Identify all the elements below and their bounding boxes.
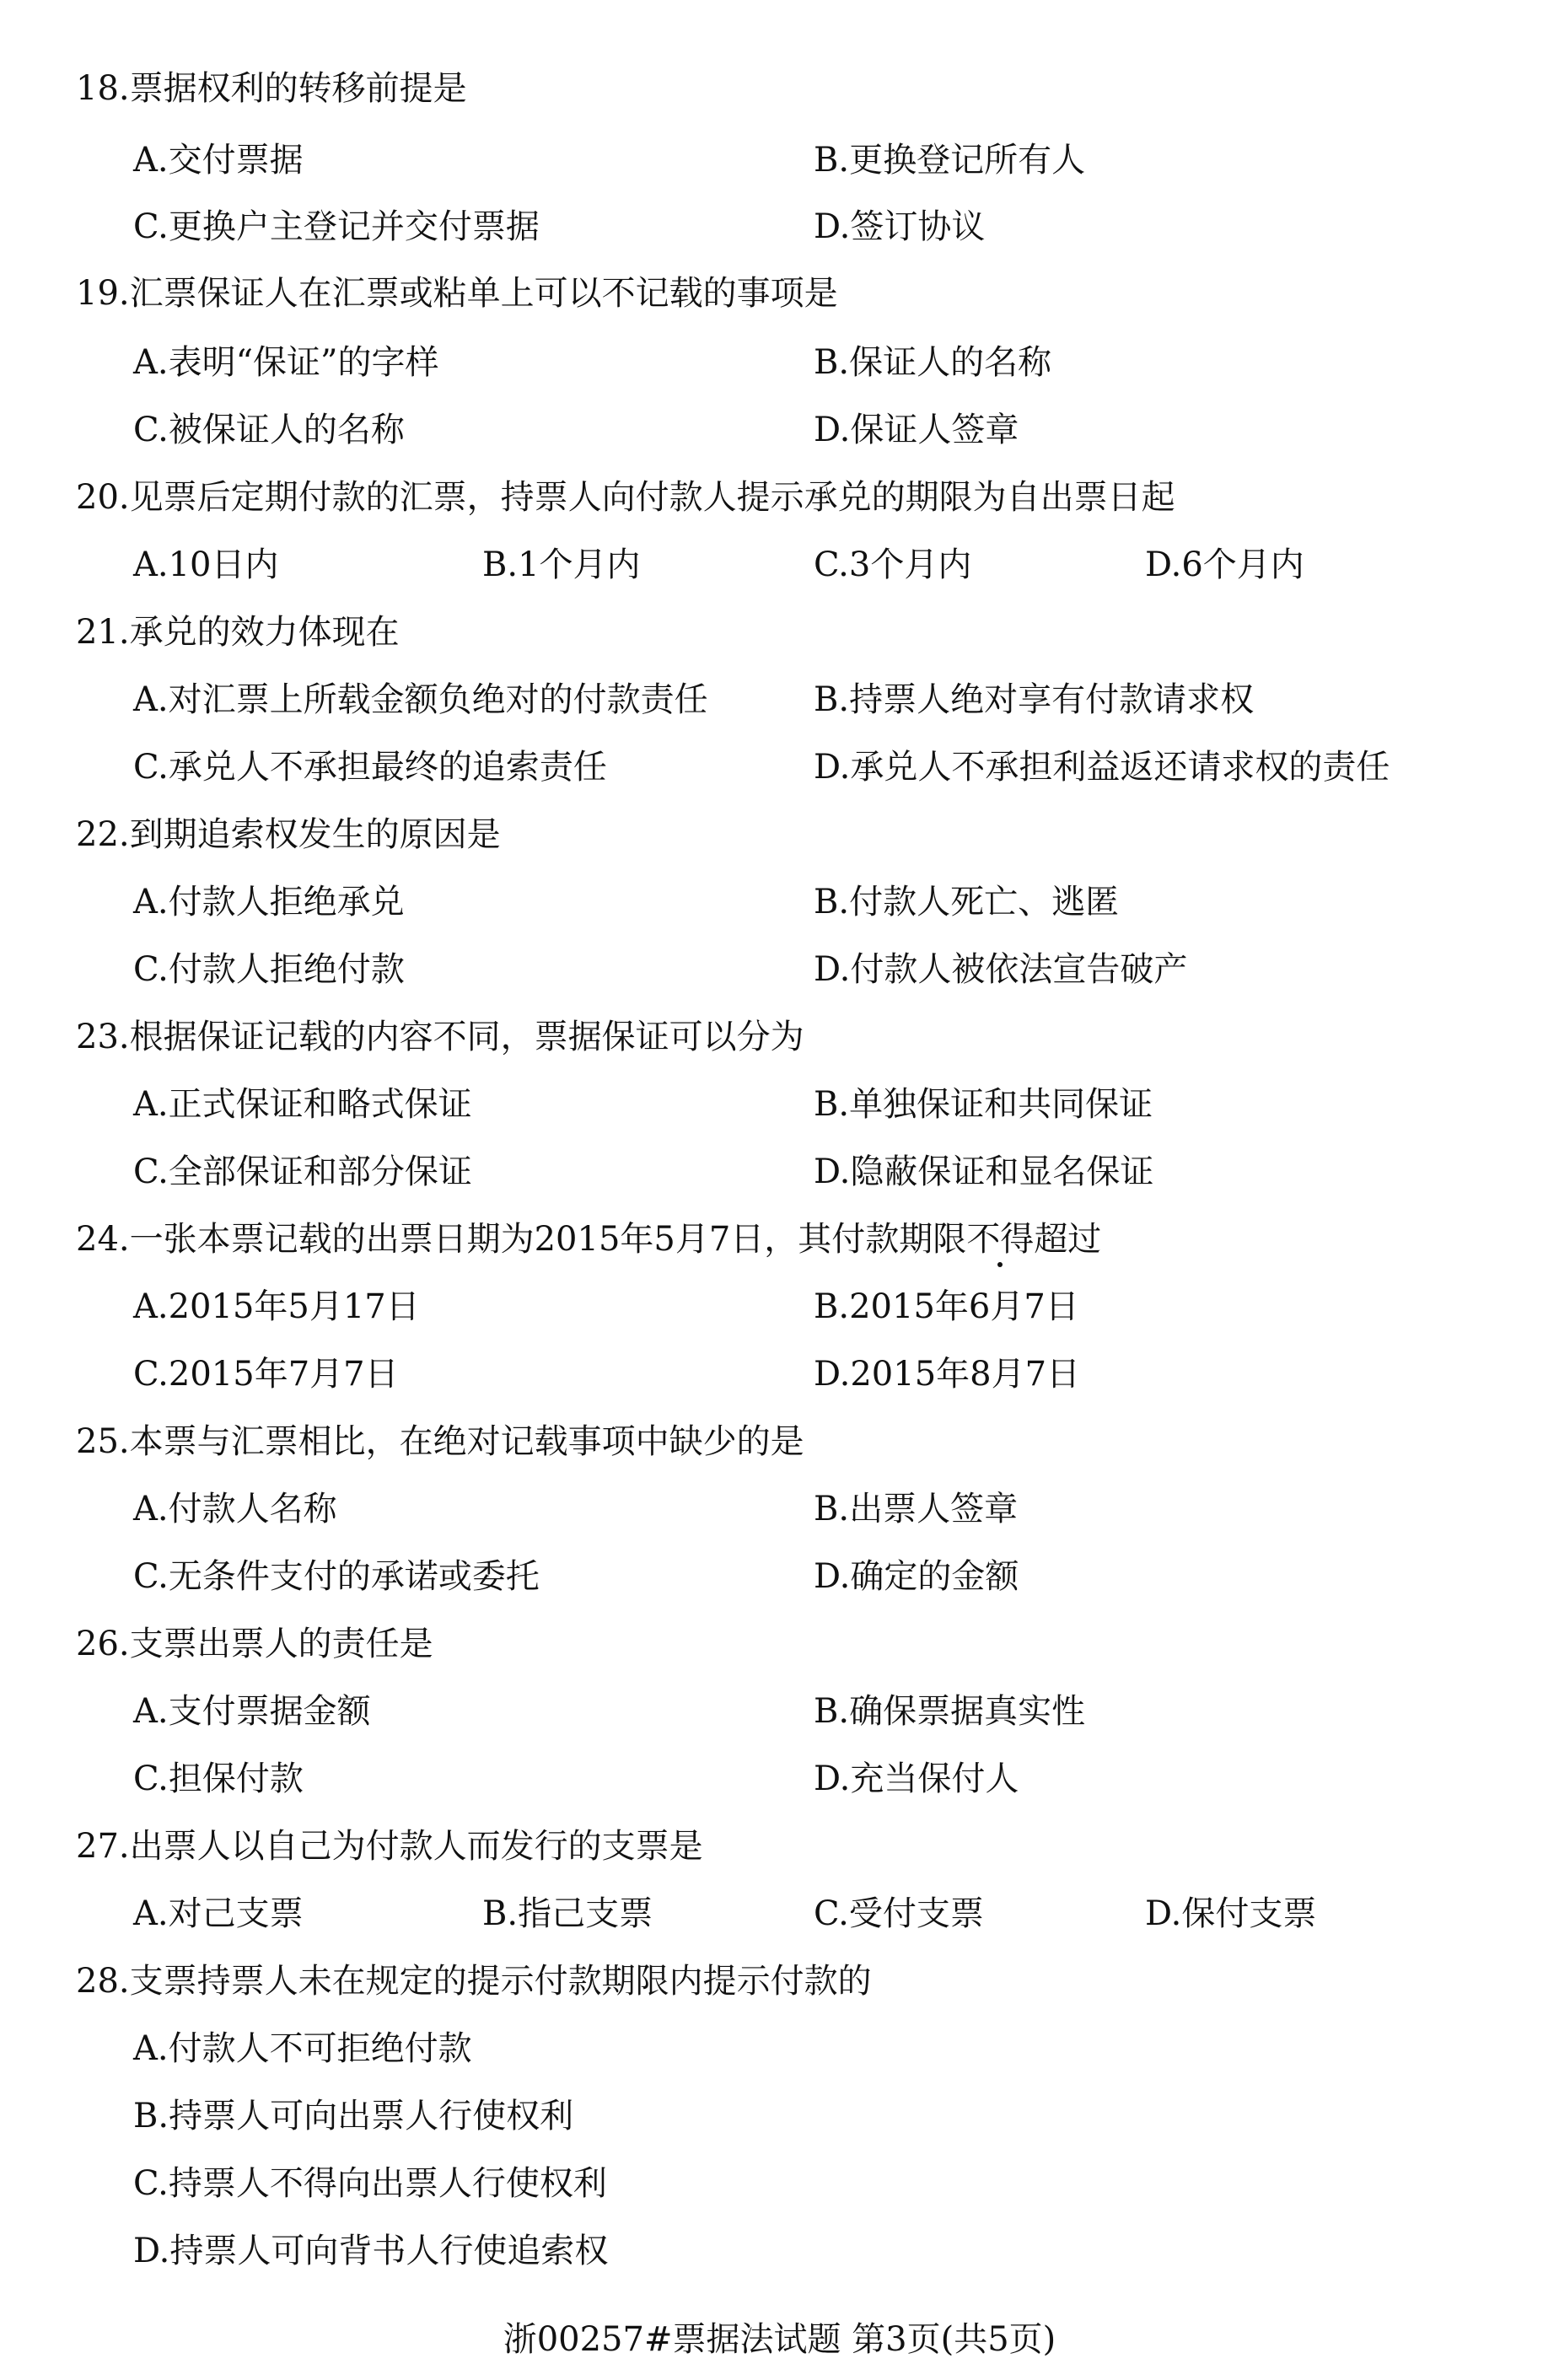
option-d: D.隐蔽保证和显名保证: [814, 1152, 1154, 1191]
option-b: B.更换登记所有人: [814, 141, 1086, 180]
page-footer: 浙00257#票据法试题 第3页(共5页): [503, 2320, 1056, 2359]
question-stem: 19.汇票保证人在汇票或粘单上可以不记载的事项是: [76, 274, 838, 313]
option-d: D.持票人可向背书人行使追索权: [133, 2232, 609, 2270]
option-b: B.持票人绝对享有付款请求权: [814, 680, 1255, 719]
question-stem: 25.本票与汇票相比，在绝对记载事项中缺少的是: [76, 1422, 804, 1461]
option-b: B.指己支票: [482, 1894, 653, 1933]
option-d: D.保付支票: [1145, 1894, 1317, 1933]
option-a: A.交付票据: [133, 141, 304, 180]
question-stem: 23.根据保证记载的内容不同，票据保证可以分为: [76, 1018, 804, 1056]
option-d: D.付款人被依法宣告破产: [814, 950, 1188, 989]
option-d: D.签订协议: [814, 207, 986, 246]
option-a: A.付款人拒绝承兑: [133, 883, 405, 921]
option-b: B.付款人死亡、逃匿: [814, 883, 1120, 921]
option-c: C.受付支票: [814, 1894, 984, 1933]
option-b: B.出票人签章: [814, 1490, 1019, 1528]
option-c: C.2015年7月7日: [133, 1355, 399, 1394]
option-c: C.承兑人不承担最终的追索责任: [133, 748, 607, 787]
option-c: C.更换户主登记并交付票据: [133, 207, 540, 246]
question-stem-after: 超过: [1034, 1220, 1102, 1259]
question-stem: 21.承兑的效力体现在: [76, 613, 400, 652]
option-c: C.3个月内: [814, 545, 972, 584]
option-a: A.对己支票: [133, 1894, 304, 1933]
option-b: B.确保票据真实性: [814, 1692, 1086, 1731]
option-a: A.付款人名称: [133, 1490, 337, 1528]
question-stem-before: 24.一张本票记载的出票日期为2015年5月7日，其付款期限: [76, 1220, 967, 1259]
emphasized-text: 不得: [966, 1220, 1035, 1259]
option-a: A.2015年5月17日: [133, 1287, 420, 1326]
question-stem: 28.支票持票人未在规定的提示付款期限内提示付款的: [76, 1962, 872, 2001]
option-b: B.单独保证和共同保证: [814, 1085, 1153, 1124]
question-stem: 22.到期追索权发生的原因是: [76, 815, 501, 854]
option-a: A.支付票据金额: [133, 1692, 371, 1731]
option-a: A.对汇票上所载金额负绝对的付款责任: [133, 680, 708, 719]
option-d: D.充当保付人: [814, 1759, 1019, 1798]
option-c: C.持票人不得向出票人行使权利: [133, 2164, 607, 2203]
option-b: B.保证人的名称: [814, 343, 1052, 382]
option-d: D.保证人签章: [814, 411, 1019, 449]
option-c: C.付款人拒绝付款: [133, 950, 405, 989]
option-d: D.2015年8月7日: [814, 1355, 1081, 1394]
option-b: B.1个月内: [482, 545, 641, 584]
option-b: B.持票人可向出票人行使权利: [133, 2097, 574, 2136]
question-stem: 26.支票出票人的责任是: [76, 1625, 433, 1663]
option-d: D.6个月内: [1145, 545, 1304, 584]
option-c: C.担保付款: [133, 1759, 304, 1798]
option-d: D.承兑人不承担利益返还请求权的责任: [814, 748, 1390, 787]
option-c: C.被保证人的名称: [133, 411, 405, 449]
option-a: A.正式保证和略式保证: [133, 1085, 472, 1124]
question-stem: 18.票据权利的转移前提是: [76, 69, 467, 108]
question-stem: 27.出票人以自己为付款人而发行的支票是: [76, 1827, 703, 1866]
question-stem: 20.见票后定期付款的汇票，持票人向付款人提示承兑的期限为自出票日起: [76, 478, 1175, 517]
option-d: D.确定的金额: [814, 1557, 1019, 1596]
question-stem: [76, 1218, 1101, 1260]
option-a: A.10日内: [133, 545, 279, 584]
option-a: A.表明“保证”的字样: [133, 343, 439, 382]
option-a: A.付款人不可拒绝付款: [133, 2029, 472, 2068]
option-c: C.无条件支付的承诺或委托: [133, 1557, 540, 1596]
option-c: C.全部保证和部分保证: [133, 1152, 472, 1191]
option-b: B.2015年6月7日: [814, 1287, 1079, 1326]
